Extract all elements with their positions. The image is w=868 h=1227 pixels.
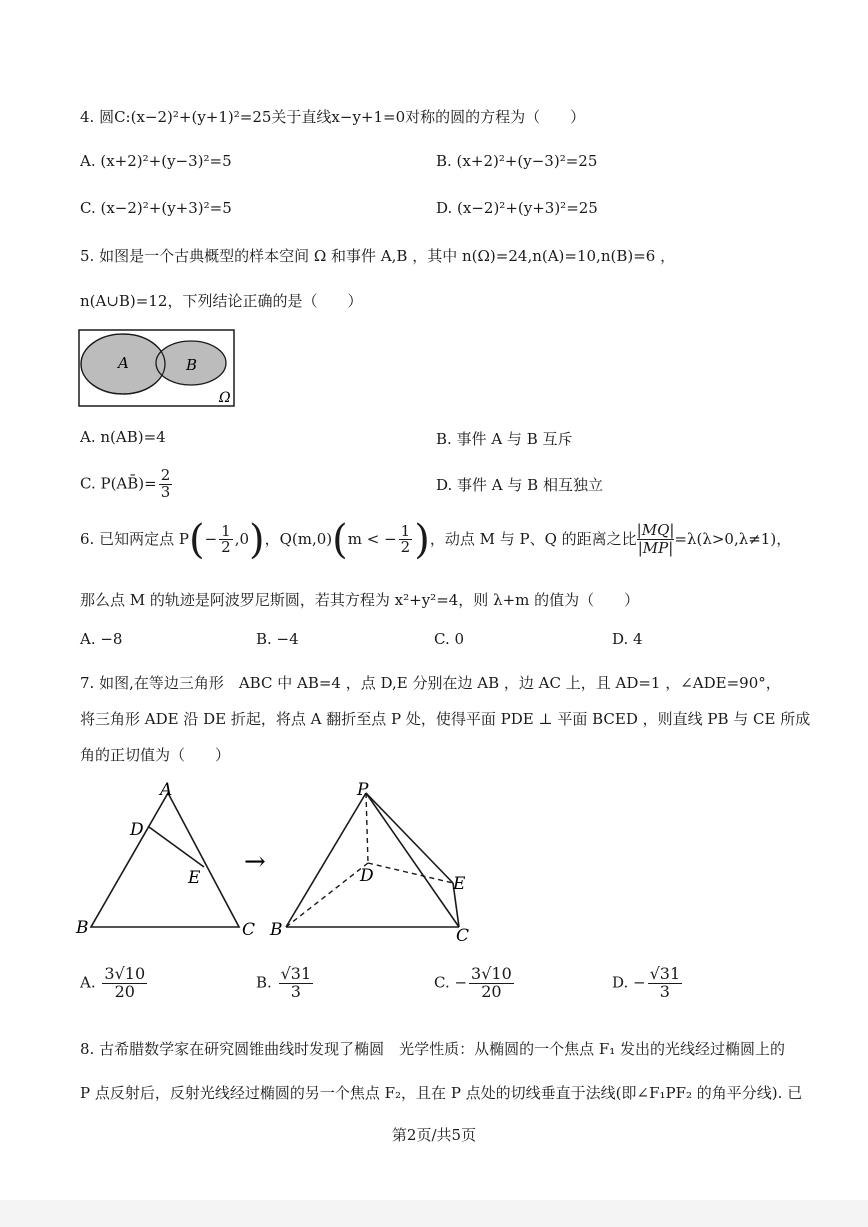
- edge-pe: [366, 793, 453, 883]
- q7-option-a[interactable]: [80, 966, 149, 1001]
- q5-option-c-num: 2: [160, 466, 171, 484]
- venn-label-a: A: [118, 354, 129, 372]
- fig-label-b2: B: [270, 920, 283, 940]
- page-footer: 第2页/共5页: [391, 1126, 477, 1144]
- q7-option-b[interactable]: [256, 966, 315, 1001]
- venn-label-b: B: [186, 356, 198, 374]
- q6-option-b[interactable]: B. −4: [256, 630, 299, 648]
- q4-option-d[interactable]: D. (x−2)²+(y+3)²=25: [436, 199, 598, 217]
- q6-text-4: ，动点 M 与 P、Q 的距离之比: [429, 529, 637, 548]
- edge-pc: [366, 793, 459, 927]
- bottom-band: [0, 1200, 868, 1227]
- q7-option-a-label: A.: [80, 973, 96, 992]
- q4-option-a[interactable]: A. (x+2)²+(y−3)²=5: [80, 152, 232, 170]
- q6-frac2-num: 1: [400, 521, 411, 540]
- q7-option-d-den: 3: [659, 981, 670, 1001]
- fig-label-p: P: [357, 780, 369, 800]
- q7-option-b-den: 3: [290, 981, 301, 1001]
- q6-ratio-den: |MP|: [637, 539, 674, 558]
- q5-option-d[interactable]: D. 事件 A 与 B 相互独立: [436, 476, 603, 494]
- venn-diagram: [78, 328, 236, 408]
- q6-stem-line2: 那么点 M 的轨迹是阿波罗尼斯圆，若其方程为 x²+y²=4，则 λ+m 的值为（ ）: [80, 591, 640, 609]
- q4-option-c[interactable]: C. (x−2)²+(y+3)²=5: [80, 199, 232, 217]
- triangle-abc: [91, 793, 239, 927]
- edge-db: [286, 863, 368, 927]
- venn-label-omega: Ω: [219, 390, 231, 406]
- fig-label-e2: E: [453, 874, 466, 894]
- q6-ratio-num: |MQ|: [636, 521, 675, 539]
- q7-option-c-num: 3√10: [471, 964, 512, 983]
- q5-option-c-prefix: C. P(AB̄)=: [80, 474, 157, 493]
- q7-option-b-label: B.: [256, 973, 272, 992]
- q7-option-c[interactable]: [434, 966, 516, 1001]
- q7-stem-line3: 角的正切值为（ ）: [80, 746, 231, 764]
- q7-option-a-den: 20: [114, 981, 135, 1001]
- q5-option-c-den: 3: [160, 482, 171, 501]
- q7-stem-line1: 7. 如图,在等边三角形 ABC 中 AB=4 ，点 D,E 分别在边 AB ，边 AC 上，且 AD=1 ，∠ADE=90°，: [80, 674, 781, 692]
- q8-stem-line2: P 点反射后，反射光线经过椭圆的另一个焦点 F₂，且在 P 点处的切线垂直于法线(即∠F₁PF₂ 的角平分线). 已: [80, 1084, 803, 1102]
- q8-stem-line1: 8. 古希腊数学家在研究圆锥曲线时发现了椭圆 光学性质：从椭圆的一个焦点 F₁ 发出的光线经过椭圆上的: [80, 1040, 786, 1058]
- q5-option-c[interactable]: [80, 468, 174, 501]
- fig-label-d2: D: [360, 866, 374, 886]
- q5-stem-line2: n(A∪B)=12，下列结论正确的是（ ）: [80, 292, 363, 310]
- edge-pb: [286, 793, 366, 927]
- q6-stem-line1: 6. 已知两定点 P(− $\frac{1}{2}$ ,0)，Q(m,0)(m < − $\frac{1}{2}$ )，动点 M 与 P、Q 的距离之比 $\frac{|MQ|}{|MP|}=\lambda(\lambda>0,\lambda\ne 1)$，: [80, 516, 792, 563]
- q7-option-d-label: D. −: [612, 973, 646, 992]
- fig-label-d: D: [130, 820, 144, 840]
- q6-option-c[interactable]: C. 0: [434, 630, 465, 648]
- fig-label-c2: C: [456, 926, 470, 945]
- q6-frac1-den: 2: [221, 538, 231, 557]
- q7-option-a-num: 3√10: [104, 964, 146, 983]
- fig-label-b: B: [76, 918, 89, 938]
- q5-option-b[interactable]: B. 事件 A 与 B 互斥: [436, 430, 573, 448]
- q7-stem-line2: 将三角形 ADE 沿 DE 折起，将点 A 翻折至点 P 处，使得平面 PDE ⊥ 平面 BCED ，则直线 PB 与 CE 所成: [80, 710, 811, 728]
- q5-option-a[interactable]: A. n(AB)=4: [80, 428, 166, 446]
- fig-label-c: C: [242, 920, 256, 940]
- q6-text-3: m < −: [347, 529, 397, 548]
- fold-arrow: →: [244, 847, 266, 877]
- q6-option-a[interactable]: A. −8: [80, 630, 123, 648]
- q7-option-d[interactable]: [612, 966, 684, 1001]
- q6-text-5: =λ(λ>0,λ≠1)，: [674, 529, 792, 548]
- q7-option-b-num: √31: [280, 964, 312, 983]
- q4-option-b[interactable]: B. (x+2)²+(y−3)²=25: [436, 152, 598, 170]
- q7-option-c-label: C. −: [434, 973, 468, 992]
- q6-text-2: ，Q(m,0): [264, 529, 333, 548]
- q6-option-d[interactable]: D. 4: [612, 630, 643, 648]
- fig-label-a: A: [160, 780, 173, 800]
- edge-de-folded: [368, 863, 453, 883]
- q4-stem: 4. 圆C:(x−2)²+(y+1)²=25关于直线x−y+1=0对称的圆的方程为（ ）: [80, 108, 586, 126]
- q6-frac2-den: 2: [400, 538, 411, 557]
- q6-text-1: 6. 已知两定点 P: [80, 529, 189, 548]
- q7-figure: [70, 775, 490, 945]
- q6-frac1-num: 1: [221, 521, 231, 540]
- q5-stem-line1: 5. 如图是一个古典概型的样本空间 Ω 和事件 A,B ，其中 n(Ω)=24,n(A)=10,n(B)=6 ，: [80, 247, 676, 265]
- q7-option-c-den: 20: [481, 981, 502, 1001]
- q7-option-d-num: √31: [649, 964, 681, 983]
- edge-pd: [366, 793, 368, 863]
- fig-label-e: E: [188, 868, 201, 888]
